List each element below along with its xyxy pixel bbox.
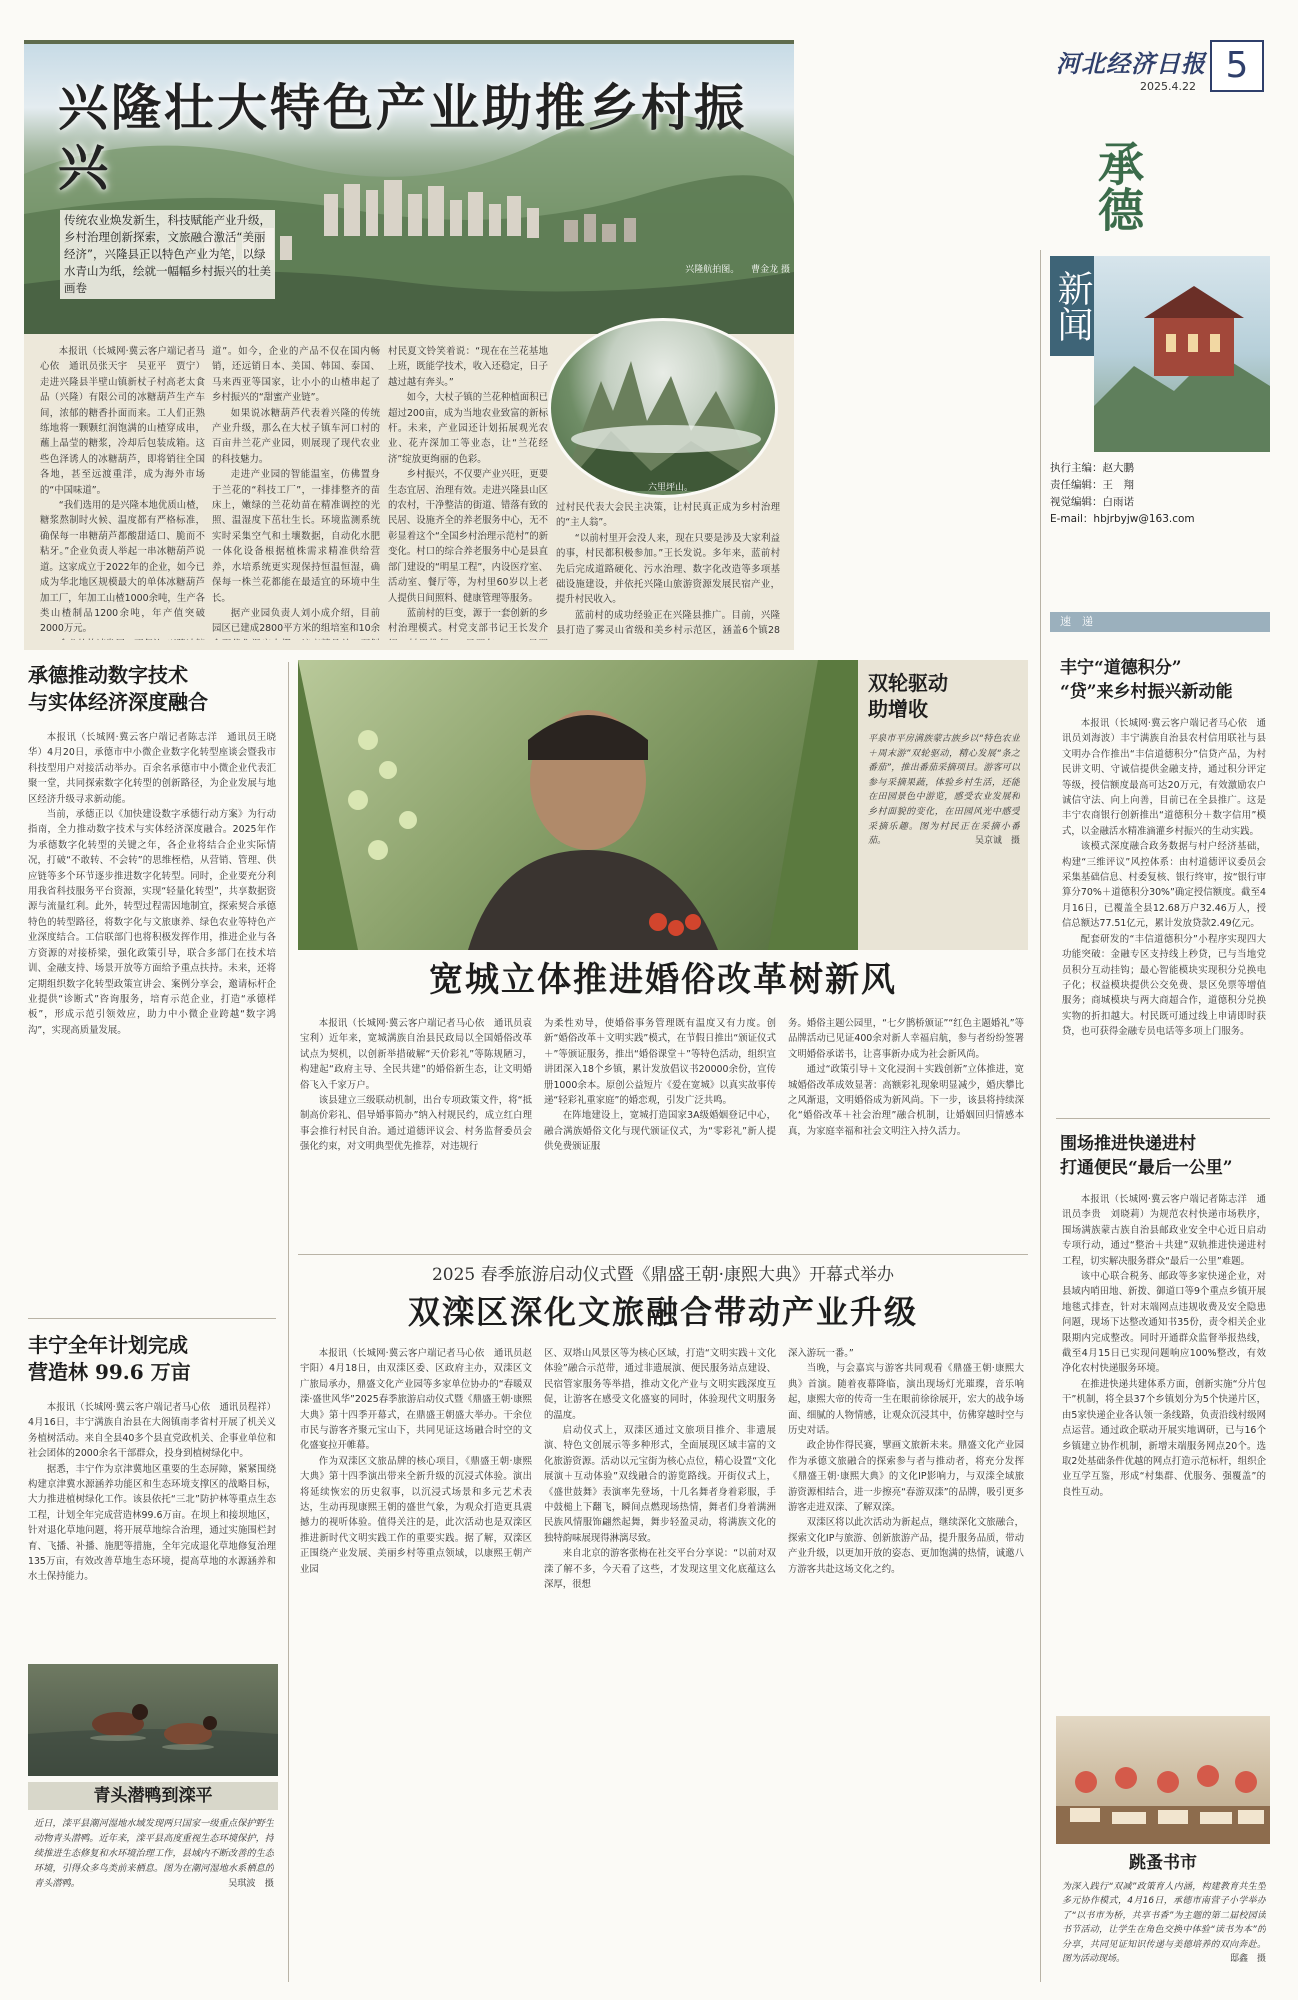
paragraph: 乡村振兴，不仅要产业兴旺，更要生态宜居、治理有效。走进兴隆县山区的农村，干净整洁的街道、错落有致的民居、设施齐全的养老服务中心，无不彰显着这个“全国乡村治理示范村”的新变化。村口的综合养老服务中心是县直部门建设的“明星工程”，内设医疗室、活动室、餐厅等，为村里60岁以上老人提供日间照料、健康管理等服务。	[388, 469, 548, 604]
paragraph: 过村民代表大会民主决策，让村民真正成为乡村治理的“主人翁”。	[556, 502, 780, 529]
lead-article-col4	[556, 500, 780, 640]
region-label: 承德	[1091, 140, 1145, 232]
paragraph: 该模式深度融合政务数据与村户经济基础，构建“三维评议”风控体系：由村道德评议委员会采集基础信息、村委复核、银行终审，按“银行审算分70%＋道德积分30%”确定授信额度。截至4月16日，已覆盖全县12.68万户32.46万人，授信总额达77.51亿元，累计发放贷款2.49亿元。	[1062, 841, 1266, 930]
paragraph: 在阵地建设上，宽城打造国家3A级婚姻登记中心，融合满族婚俗文化与现代颁证仪式，为“零彩礼”新人提供免费颁证服	[544, 1110, 776, 1153]
culture-article-col3	[788, 1346, 1024, 1982]
masthead-title: 河北经济日报	[1056, 49, 1206, 78]
paragraph: 通过“政策引导＋文化浸润＋实践创新”立体推进，宽城婚俗改革成效显著：高额彩礼现象明显减少，婚庆攀比之风渐退，文明婚俗成为新风尚。下一步，该县将持续深化“婚俗改革＋社会治理”融合机制，让婚姻回归情感本真，为家庭幸福和社会文明注入持久活力。	[788, 1064, 1024, 1137]
paragraph: 为柔性劝导，使婚俗事务管理既有温度又有力度。创新“婚俗改革＋文明实践”模式，在节假日推出“颁证仪式＋”等颁证服务，推出“婚俗课堂＋”等特色活动，组织宣讲团深入18个乡镇，累计发放倡议书20000余份，宣传册1000余本。原创公益短片《爱在宽城》以真实故事传递“轻彩礼重家庭”的婚恋观，引发广泛共鸣。	[544, 1018, 776, 1107]
paragraph: 政企协作得民赛，擘画文旅新未来。鼎盛文化产业园作为承德文旅融合的探索参与者与推动者，将充分发挥《鼎盛王朝·康熙大典》的文化IP影响力，与双滦全域旅游资源相结合，进一步擦亮“春游双滦”的品牌，吸引更多游客走进双滦、了解双滦。	[788, 1440, 1024, 1514]
lead-article-col2	[212, 344, 380, 640]
paragraph: 如果说冰糖葫芦代表着兴隆的传统产业升级，那么在大杖子镇车河口村的百亩井兰花产业园，则展现了现代农业的科技魅力。	[212, 407, 380, 465]
left-column-divider	[288, 662, 289, 1982]
culture-article-col2	[544, 1346, 776, 1982]
lead-article-col3	[388, 344, 548, 640]
paragraph: 本报讯（长城网·冀云客户端记者马心依 通讯员袁宝利）近年来，宽城满族自治县民政局以全国婚俗改革试点为契机，以创新举措破解“天价彩礼”等陈规陋习，构建起“政府主导、全民共建”的婚俗新生态，让文明婚俗飞入千家万户。	[300, 1018, 532, 1091]
farmer-caption	[868, 732, 1020, 944]
digital-title-line1: 承德推动数字技术	[28, 663, 188, 687]
ducks-photo	[28, 1664, 278, 1776]
paragraph: 蓝前村的巨变，源于一套创新的乡村治理模式。村党支部书记王长发介	[388, 607, 548, 635]
chief-editor: 执行主编：赵大鹏	[1050, 462, 1134, 474]
paragraph: 双滦区将以此次活动为新起点，继续深化文旅融合，探索文化IP与旅游、创新旅游产品，提升服务品质，带动产业升级，以更加开放的姿态、更加饱满的热情，诚邀八方游客共赴这场文化之约。	[788, 1517, 1024, 1575]
express-title-line2: 打通便民“最后一公里”	[1060, 1158, 1233, 1178]
paragraph: 该县建立三级联动机制，出台专项政策文件，将“抵制高价彩礼、倡导婚事简办”纳入村规民约，成立红白理事会推行村民自治。通过道德评议会、村务监督委员会强化约束，对文明典型优先推荐，对违规行	[300, 1095, 532, 1153]
culture-title: 双滦区深化文旅融合带动产业升级	[407, 1293, 918, 1331]
paragraph: 如今，大杖子镇的兰花种植面积已超过200亩，成为当地农业致富的新标杆。未来，产业园还计划拓展观光农业、花卉深加工等业态，让“兰花经济”绽放更绚丽的色彩。	[388, 392, 548, 465]
paragraph: 本报讯（长城网·冀云客户端记者陈志洋 通讯员李贵 刘晓莉）为规范农村快递市场秩序，围场满族蒙古族自治县邮政业安全中心近日启动专项行动，通过“整治＋共建”双轨推进快递进村工程，切实解决服务群众“最后一公里”难题。	[1062, 1194, 1266, 1267]
wedding-article-col1	[300, 1016, 532, 1248]
credit-loan-article	[1062, 716, 1266, 1102]
duty-editor: 责任编辑：王 翔	[1050, 479, 1134, 491]
credit-loan-title-line1: 丰宁“道德积分”	[1060, 658, 1182, 678]
culture-subtitle: 2025 春季旅游启动仪式暨《鼎盛王朝·康熙大典》开幕式举办	[431, 1265, 895, 1285]
quick-news-label: 速 递	[1060, 615, 1093, 628]
caption-text: 近日，滦平县潮河湿地水域发现两只国家一级重点保护野生动物青头潜鸭。近年来，滦平县高度重视生态环境保护，持续推进生态修复和水环境治理工作，县域内不断改善的生态环境，引得众多鸟类前来栖息。图为在潮河湿地水系栖息的青头潜鸭。	[34, 1818, 274, 1889]
express-article	[1062, 1192, 1266, 1704]
paragraph: 据产业园负责人刘小成介绍，目前园区已建成2800平方米的组培室和10余	[212, 607, 380, 635]
paragraph: 本报讯（长城网·冀云客户端记者马心依 通讯员张天宇 吴亚平 贾宁）走进兴隆县半壁山镇新杖子村高老太食品（兴隆）有限公司的冰糖葫芦生产车间，浓郁的糖香扑面而来。工人们正熟练地将一颗颗红润饱满的山楂穿成串，蘸上晶莹的糖浆，冷却后包装成箱。这些色泽诱人的冰糖葫芦，即将销往全国各地，甚至远渡重洋，成为海外市场的“中国味道”。	[40, 346, 205, 496]
paragraph: 作为双滦区文旅品牌的核心项目，《鼎盛王朝·康熙大典》第十四季演出带来全新升级的沉浸式体验。演出将延续恢宏的历史叙事，以沉浸式场景和多元艺术表达，生动再现康熙王朝的盛世气象，为观众打造更具震撼力的视听体验。值得关注的是，此次活动也是双滦区推进新时代文明实践工作的重要实践。据了解，双滦区正围绕产业发展、美丽乡村等重点领域，以康熙王朝产业园	[300, 1455, 532, 1575]
caption-text: 为深入践行“双减”政策育人内涵，构建教育共生型多元协作模式，4月16日，承德市南营子小学举办了“以书市为桥，共享书香”为主题的第二届校园读书节活动，让学生在角色交换中体验“读书为本”的分享，共同见证知识传递与美德培养的双向奔赴。图为活动现场。	[1062, 1882, 1266, 1965]
digital-article	[28, 730, 276, 1310]
wedding-article-col3	[788, 1016, 1024, 1248]
caption-text: 平泉市平房满族蒙古族乡以“特色农业＋周末游”双轮驱动，精心发展“条之番茄”，推出番茄采摘项目。游客可以参与采摘果蔬，体验乡村生活，还能在田园景色中游览，感受农业发展和乡村面貌的变化，在田园风光中感受采摘乐趣。图为村民正在采摘小番茄。	[868, 734, 1020, 847]
paragraph: 配套研发的“丰信道德积分”小程序实现四大功能突破：金融专区支持线上秒贷，已与当地党员积分互动挂钩；最心智能模块实现积分兑换电子化；权益模块提供公交免费、景区免票等增值服务；商城模块与两大商超合作，道德积分兑换实物的折扣越大。村民既可通过线上申请即时获贷，也可获得金融专员电话等多项上门服务。	[1062, 933, 1266, 1038]
afforest-article	[28, 1400, 276, 1652]
lead-title: 兴隆壮大特色产业助推乡村振兴	[58, 78, 747, 197]
paragraph: “我们选用的是兴隆本地优质山楂，糖浆熬制时火候、温度都有严格标准，确保每一串糖葫芦都酸甜适口、脆而不粘牙。”企业负责人举起一串冰糖葫芦说道。这家成立于2022年的企业，如今已成为华北地区规模最大的单体冰糖葫芦加工厂，年加工山楂1000余吨，生产各类山楂制品1200余吨，年产值突破2000万元。	[40, 500, 205, 635]
paragraph	[40, 637, 205, 640]
culture-article-col1	[300, 1346, 532, 1982]
lead-article-col1	[40, 344, 205, 640]
paragraph: 本报讯（长城网·冀云客户端记者马心依 通讯员程祥）4月16日，丰宁满族自治县在大阁镇南孝省村开展了机关义务植树活动。来自全县40多个县直党政机关、企事业单位和社会团体的2000余名干部群众，投身到植树绿化中。	[28, 1402, 276, 1460]
divider	[28, 1318, 276, 1319]
paragraph: 本报讯（长城网·冀云客户端记者马心依 通讯员赵宇阳）4月18日，由双滦区委、区政府主办，双滦区文广旅局承办，鼎盛文化产业园等多家单位协办的“春暖双滦·盛世风华”2025春季旅游启动仪式暨《鼎盛王朝·康熙大典》第十四季开幕式，在鼎盛王朝盛大举办。干余位市民与游客齐聚元宝山下，共同见证这场融合时空的文化盛宴拉开帷幕。	[300, 1348, 532, 1452]
afforest-title-line1: 丰宁全年计划完成	[28, 1333, 188, 1357]
paragraph: 该中心联合税务、邮政等多家快递企业，对县域内哨田地、新拨、御道口等9个重点乡镇开展地毯式排查，针对末端网点违规收费及安全隐患问题，现场下达整改通知书35份，责令相关企业限期内完成整改。同时开通群众监督举报热线，截至4月15日已实现问题响应100%整改，有效净化农村快递服务环境。	[1062, 1271, 1266, 1375]
masthead-date: 2025.4.22	[1140, 80, 1196, 93]
page-number: 5	[1210, 40, 1264, 92]
paragraph: 启动仪式上，双滦区通过文旅项目推介、非遗展演、特色文创展示等多种形式，全面展现区域丰富的文化旅游资源。活动以元宝街为核心点位，精心设置“文化展演＋互动体验”双线融合的游览路线。开街仪式上，《盛世鼓舞》表演率先登场，十几名舞者身着彩服，手中鼓槌上下翻飞，瞬间点燃现场热情，舞者们身着满洲民族风情服饰翩然起舞，舞步轻盈灵动，将满族文化的独特韵味展现得淋漓尽致。	[544, 1425, 776, 1544]
right-column-divider	[1040, 250, 1041, 1982]
lead-summary: 传统农业焕发新生，科技赋能产业升级，乡村治理创新探索，文旅融合激活“美丽经济”，兴隆县正以特色产业为笔，以绿水青山为纸，绘就一幅幅乡村振兴的壮美画卷	[60, 210, 275, 299]
express-title-line1: 围场推进快递进村	[1060, 1134, 1196, 1154]
visual-editor: 视觉编辑：白雨诺	[1050, 496, 1134, 508]
photo-credit: 邸鑫 摄	[1229, 1954, 1266, 1965]
bookfair-title: 跳蚤书市	[1129, 1853, 1197, 1873]
bookfair-caption	[1062, 1880, 1266, 1982]
photo-credit: 吴琪波 摄	[228, 1878, 274, 1889]
farmer-title-line1: 双轮驱动	[868, 671, 948, 695]
wedding-article-col2	[544, 1016, 776, 1248]
paragraph: 村民夏文铃笑着说：“现在在兰花基地上班，既能学技术，收入还稳定，日子越过越有奔头。”	[388, 346, 548, 388]
divider	[1056, 1118, 1270, 1119]
photo-credit: 吴京诚 摄	[974, 836, 1020, 847]
paragraph: 本报讯（长城网·冀云客户端记者陈志洋 通讯员王晓华）4月20日，承德市中小微企业数字化转型座谈会暨我市科技型用户对接活动举办。百余名承德市中小微企业代表汇聚一堂，共同探索数字化转型的创新路径，为企业发展与地区经济升级寻求新动能。	[28, 732, 276, 805]
paragraph: 本报讯（长城网·冀云客户端记者马心依 通讯员刘海波）丰宁满族自治县农村信用联社与县文明办合作推出“丰信道德积分”信贷产品，为村民讲文明、守诚信提供金融支持，通过积分评定等级，授信额度最高可达20万元，有效激励农户诚信守法、向上向善，目前已在全县推广。这是丰宁农商银行创新推出“道德积分＋数字信用”模式，以金融活水精准滴灌乡村振兴的生动实践。	[1062, 718, 1266, 837]
divider	[298, 1254, 1028, 1255]
paragraph: 务。婚俗主题公园里，“七夕鹊桥颁证”“红色主题婚礼”等品牌活动已见证400余对新人幸福启航，参与者纷纷签署文明婚俗承诺书，让喜事新办成为社会新风尚。	[788, 1018, 1024, 1060]
ducks-title: 青头潜鸭到滦平	[28, 1782, 278, 1810]
paragraph: 走进产业园的智能温室，仿佛置身于兰花的“科技工厂”，一排排整齐的苗床上，嫩绿的兰花幼苗在精准调控的光照、温湿度下茁壮生长。环境监测系统实时采集空气和土壤数据，自动化水肥一体化设备根据植株需求精准供给营养，水培系统更实现保持恒温恒湿，确保每一株兰花都能在最适宜的环境中生长。	[212, 469, 380, 604]
paragraph: 当晚，与会嘉宾与游客共同观看《鼎盛王朝·康熙大典》首演。随着夜幕降临，演出现场灯光璀璨，音乐响起，康熙大帝的传奇一生在眼前徐徐展开，宏大的战争场面、细腻的人物情感，让观众沉浸其中，仿佛穿越时空与历史对话。	[788, 1363, 1024, 1437]
bookfair-photo	[1056, 1716, 1270, 1844]
paragraph: 在推进快递共建体系方面，创新实施“分片包干”机制，将全县37个乡镇划分为5个快递片区，由5家快递企业各认领一条线路，负责沿线村级网点运营。通过政企联动开展实地调研，已与16个乡镇建立协作机制，新增末端服务网点20个。选取2处基础条件优越的网点打造示范标杆，组织企业互学互鉴，形成“村集群、优服务、强覆盖”的良性互动。	[1062, 1378, 1266, 1498]
farmer-title-line2: 助增收	[868, 697, 928, 721]
paragraph: 据悉，丰宁作为京津冀地区重要的生态屏障，紧紧围绕构建京津冀水源涵养功能区和生态环境支撑区的战略目标，大力推进植树绿化工作。该县依托“三北”防护林等重点生态工程，计划全年完成营造林99.6万亩。在坝上和接坝地区，针对退化草地问题，将开展草地综合治理，通过实施围栏封育、飞播、补播、施肥等措施，全年完成退化草地修复治理135万亩，有效改善草地生态环境，提高草地的水源涵养和水土保持能力。	[28, 1463, 276, 1583]
paragraph: 当前，承德正以《加快建设数字承德行动方案》为行动指南，全力推动数字技术与实体经济深度融合。2025年作为承德数字化转型的关键之年，各企业将结合企业实际情况，打破“不敢转、不会转”的思维桎梏，从营销、管理、供应链等多个环节逐步推进数字化转型。同时，企业要充分利用我省科技服务平台资源，实现“轻量化转型”，共享数据资源与流量红利。此外，转型过程需因地制宜，探索契合承德特色的转型路径，将数字化与文旅康养、绿色农业等特色产业深度结合。工信联部门也将积极发挥作用，推进企业与各方资源的对接桥梁，强化政策引导，联合多部门在技术培训、金融支持、场景开放等方面给予重点扶持。未来，还将定期组织数字化转型政策宣讲会、案例分享会，邀请标杆企业提供“诊断式”咨询服务，培育示范企业，打造“承德样板”，形成示范引领效应，助力中小微企业跨越“数字鸿沟”，实现高质量发展。	[28, 809, 276, 1036]
editor-email: E-mail：hbjrbyjw@163.com	[1050, 513, 1195, 525]
paragraph: 深入游玩一番。”	[788, 1348, 854, 1359]
credit-loan-title-line2: “贷”来乡村振兴新动能	[1060, 682, 1233, 702]
wedding-title: 宽城立体推进婚俗改革树新风	[429, 960, 897, 1000]
paragraph: 区、双塔山风景区等为核心区域，打造“文明实践＋文化体验”融合示范带，通过非遗展演、便民服务站点建设、民宿管家服务等举措，推动文化产业与文明实践深度互促，让游客在感受文化盛宴的同时，体验现代文明服务的温度。	[544, 1348, 776, 1421]
paragraph: 蓝前村的成功经验正在兴隆县推广。目前，兴隆县打造了雾灵山省级和美乡村示范区，涵盖6个镇28	[556, 609, 780, 637]
lead-mountain-photo	[548, 318, 778, 498]
paragraph: 道”。如今，企业的产品不仅在国内畅销，还远销日本、美国、韩国、泰国、马来西亚等国家，让小小的山楂串起了乡村振兴的“甜蜜产业链”。	[212, 346, 380, 404]
section-label: 新闻	[1050, 256, 1094, 356]
farmer-photo	[298, 660, 858, 950]
ducks-caption	[34, 1816, 274, 1982]
afforest-title-line2: 营造林 99.6 万亩	[28, 1360, 191, 1384]
digital-title-line2: 与实体经济深度融合	[28, 690, 208, 714]
paragraph: 来自北京的游客张梅在社交平台分享说：“以前对双滦了解不多，今天看了这些，才发现这里文化底蕴这么深厚，很想	[544, 1548, 776, 1591]
mountain-resort-illustration	[1094, 256, 1270, 452]
paragraph: “以前村里开会没人来，现在只要是涉及大家利益的事，村民都积极参加。”王长发说。多年来，蓝前村先后完成道路硬化、污水治理、数字化改造等多项基础设施建设，并依托兴隆山旅游资源发展民宿产业，提升村民收入。	[556, 532, 780, 606]
lead-photo1-credit: 兴隆航拍图。 曹金龙 摄	[685, 265, 790, 275]
lead-photo2-caption: 六里坪山。	[648, 483, 694, 493]
